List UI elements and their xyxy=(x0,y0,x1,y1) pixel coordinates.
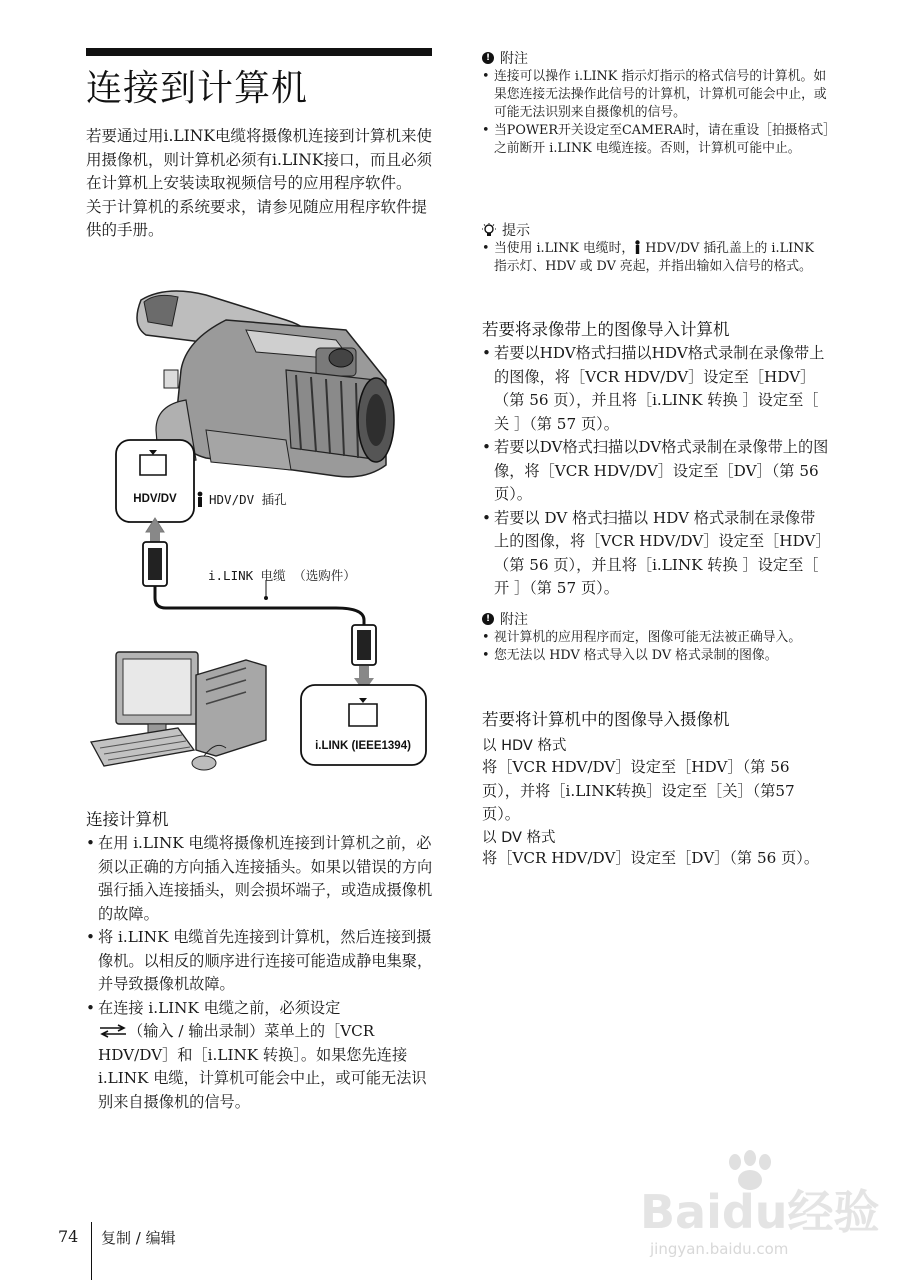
jack-label-text: HDV/DV 插孔 xyxy=(209,492,287,507)
import-tape-bullet-1: • 若要以HDV格式扫描以HDV格式录制在录像带上的图像，将［VCR HDV/DV］设定至［HDV］（第 56 页），并且将［i.LINK 转换 ］设定至［ 关 ］（第 57 页）。 xyxy=(482,342,830,436)
dv-instructions: 将［VCR HDV/DV］设定至［DV］（第 56 页）。 xyxy=(482,849,820,867)
notes1-heading-text: 附注 xyxy=(500,51,528,67)
ilink-cable xyxy=(155,586,364,625)
connect-bullet-3 xyxy=(86,997,436,1115)
notes1-heading xyxy=(482,48,528,68)
lightbulb-icon xyxy=(482,223,496,238)
import-tape-bullet-2: • 若要以DV格式扫描以DV格式录制在录像带上的图像，将［VCR HDV/DV］设定至［DV］（第 56 页）。 xyxy=(482,436,830,507)
camera-port-label: HDV/DV xyxy=(133,493,177,505)
jack-label xyxy=(196,490,287,508)
note-icon: ! xyxy=(482,52,494,64)
tips-heading-text: 提示 xyxy=(502,223,530,239)
connect-bullet-list xyxy=(86,832,436,1114)
footer-divider xyxy=(91,1222,92,1280)
notes1-list xyxy=(482,68,830,158)
cable-label: i.LINK 电缆 （选购件） xyxy=(208,568,356,583)
hdv-dv-jack-icon xyxy=(196,491,204,507)
import-tape-list xyxy=(482,342,830,601)
connect-bullet-3-pre: 在连接 i.LINK 电缆之前，必须设定 xyxy=(98,998,341,1017)
notes2-item-2: • 您无法以 HDV 格式导入以 DV 格式录制的图像。 xyxy=(482,647,830,665)
intro-text xyxy=(86,125,436,243)
tips-item-post: HDV/DV 插孔盖上的 i.LINK 指示灯、HDV 或 DV 亮起，并指出输如入信号的格式。 xyxy=(494,241,814,274)
input-output-rec-icon xyxy=(98,1024,128,1038)
notes2-heading xyxy=(482,609,528,629)
connect-bullet-2: • 将 i.LINK 电缆首先连接到计算机，然后连接到摄像机。以相反的顺序进行连接可能造成静电集聚，并导致摄像机故障。 xyxy=(86,926,436,997)
computer-illustration xyxy=(91,652,266,770)
tips-item-pre: 当使用 i.LINK 电缆时， xyxy=(494,241,635,256)
intro-paragraph-2: 关于计算机的系统要求，请参见随应用程序软件提供的手册。 xyxy=(86,197,428,239)
import-tape-bullet-3: • 若要以 DV 格式扫描以 HDV 格式录制在录像带上的图像，将［VCR HDV/DV］设定至［HDV］（第 56 页），并且将［i.LINK 转换 ］设定至［ 开 ］（第 57 页）。 xyxy=(482,507,830,601)
footer-section-label: 复制 / 编辑 xyxy=(101,1229,176,1247)
import-pc-heading: 若要将计算机中的图像导入摄像机 xyxy=(482,710,730,729)
page-title: 连接到计算机 xyxy=(86,68,309,109)
connect-bullet-1: • 在用 i.LINK 电缆将摄像机连接到计算机之前，必须以正确的方向插入连接插头。如果以错误的方向强行插入连接插头，则会损坏端子，或造成摄像机的故障。 xyxy=(86,832,436,926)
paw-logo xyxy=(729,1150,771,1190)
dv-subheading: 以 DV 格式 xyxy=(482,830,556,846)
pc-port-callout xyxy=(301,685,426,765)
hdv-dv-jack-icon xyxy=(634,240,641,254)
notes2-list xyxy=(482,629,830,665)
tips-item xyxy=(482,240,830,276)
notes1-item-2: • 当POWER开关设定至CAMERA时，请在重设［拍摄格式］之前断开 i.LINK 电缆连接。否则，计算机可能中止。 xyxy=(482,122,830,158)
hdv-instructions: 将［VCR HDV/DV］设定至［HDV］（第 56 页），并将［i.LINK转换］设定至［关］（第57页）。 xyxy=(482,758,795,823)
watermark-url: jingyan.baidu.com xyxy=(650,1240,789,1258)
notes2-item-1: • 视计算机的应用程序而定，图像可能无法被正确导入。 xyxy=(482,629,830,647)
page-number: 74 xyxy=(58,1227,79,1246)
tips-heading xyxy=(482,220,530,240)
pc-port-label: i.LINK (IEEE1394) xyxy=(315,740,411,752)
title-rule xyxy=(86,48,432,56)
intro-paragraph-1: 若要通过用i.LINK电缆将摄像机连接到计算机来使用摄像机，则计算机必须有i.LINK接口，而且必须在计算机上安装读取视频信号的应用程序软件。 xyxy=(86,127,432,192)
baidu-watermark xyxy=(640,1150,890,1260)
import-tape-heading: 若要将录像带上的图像导入计算机 xyxy=(482,320,730,339)
connection-diagram xyxy=(86,280,436,780)
connect-bullet-3-post: （输入 / 输出录制）菜单上的［VCR HDV/DV］和［i.LINK 转换］。如果您先连接 i.LINK 电缆，计算机可能会中止，或可能无法识别来自摄像机的信号。 xyxy=(98,1022,427,1111)
watermark-brand: Baidu经验 xyxy=(640,1185,880,1239)
note-icon: ! xyxy=(482,613,494,625)
hdv-subheading: 以 HDV 格式 xyxy=(482,738,567,754)
tips-list xyxy=(482,240,830,276)
notes2-heading-text: 附注 xyxy=(500,612,528,628)
connect-heading: 连接计算机 xyxy=(86,810,169,829)
notes1-item-1: • 连接可以操作 i.LINK 指示灯指示的格式信号的计算机。如果您连接无法操作此信号的计算机，计算机可能会中止，或可能无法识别来自摄像机的信号。 xyxy=(482,68,830,122)
